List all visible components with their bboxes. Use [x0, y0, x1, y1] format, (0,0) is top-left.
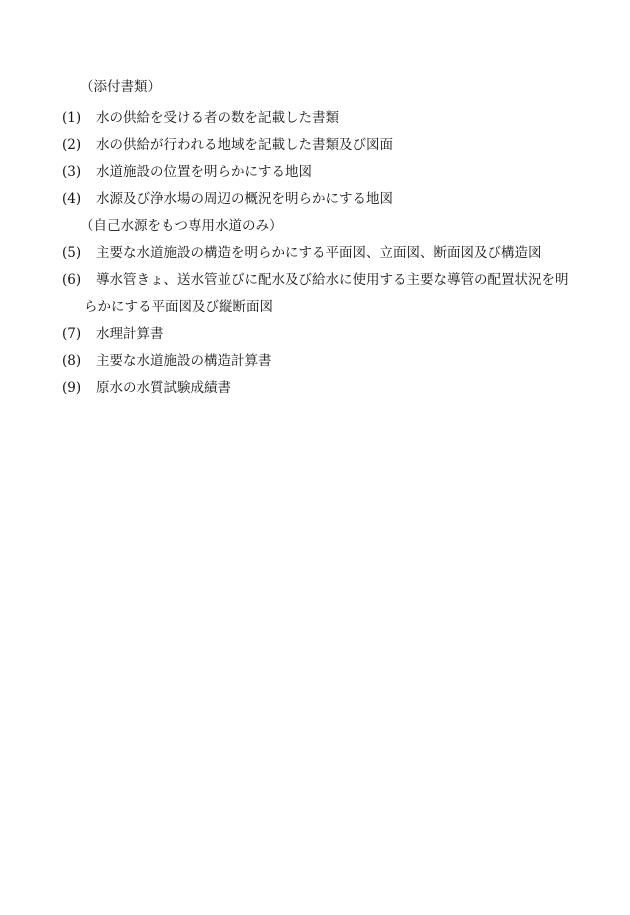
item-text: 水道施設の位置を明らかにする地図	[96, 164, 312, 180]
item-number: (7)	[62, 326, 82, 342]
item-text: 原水の水質試験成績書	[96, 380, 231, 396]
item-continuation: らかにする平面図及び縦断面図	[84, 299, 273, 315]
item-text: 水理計算書	[96, 326, 164, 342]
item-text: 水の供給を受ける者の数を記載した書類	[96, 110, 339, 126]
item-number: (8)	[62, 353, 82, 369]
item-note: （自己水源をもつ専用水道のみ）	[80, 218, 283, 234]
item-number: (1)	[62, 110, 82, 126]
item-number: (6)	[62, 272, 82, 288]
item-number: (2)	[62, 137, 82, 153]
item-text: 水源及び浄水場の周辺の概況を明らかにする地図	[96, 191, 393, 207]
item-text: 水の供給が行われる地域を記載した書類及び図面	[96, 137, 393, 153]
item-number: (3)	[62, 164, 82, 180]
item-text: 主要な水道施設の構造計算書	[96, 353, 272, 369]
item-text: 主要な水道施設の構造を明らかにする平面図、立面図、断面図及び構造図	[96, 245, 542, 261]
item-text: 導水管きょ、送水管並びに配水及び給水に使用する主要な導管の配置状況を明	[96, 272, 569, 288]
attachments-heading: （添付書類）	[80, 79, 161, 95]
item-number: (4)	[62, 191, 82, 207]
item-number: (9)	[62, 380, 82, 396]
item-number: (5)	[62, 245, 82, 261]
